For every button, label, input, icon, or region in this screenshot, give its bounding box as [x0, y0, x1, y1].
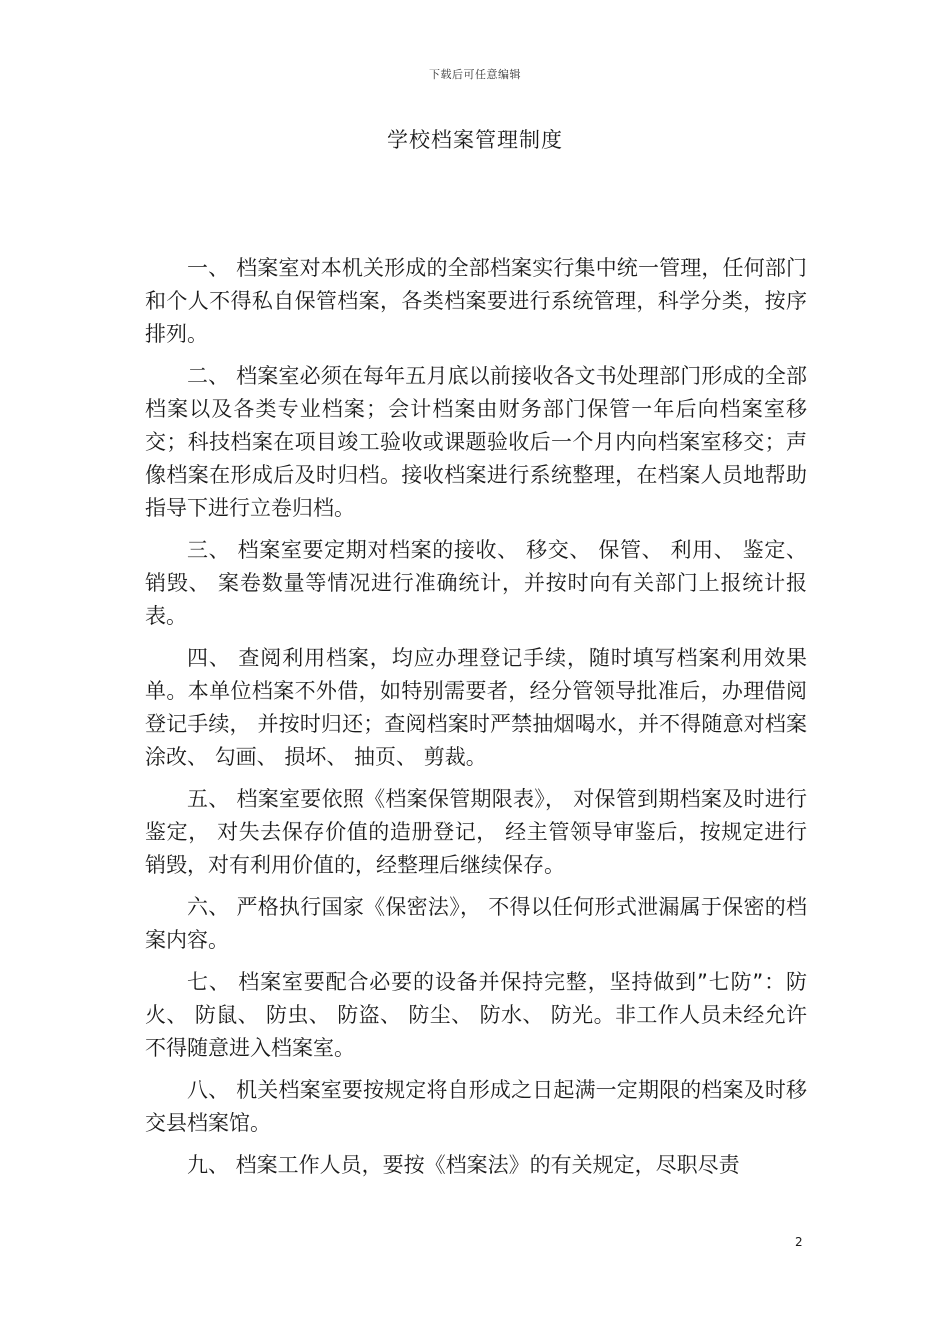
paragraph-1: 一、 档案室对本机关形成的全部档案实行集中统一管理，任何部门和个人不得私自保管档案，各类档案要进行系统管理，科学分类，按序排列。 [145, 256, 807, 346]
paragraph-9: 九、 档案工作人员，要按《档案法》的有关规定，尽职尽责 [187, 1153, 740, 1177]
header-note: 下载后可任意编辑 [429, 68, 521, 81]
paragraph-8: 八、 机关档案室要按规定将自形成之日起满一定期限的档案及时移交县档案馆。 [145, 1078, 807, 1135]
document-body [145, 252, 807, 1191]
document-title: 学校档案管理制度 [387, 128, 563, 152]
paragraph-7: 七、 档案室要配合必要的设备并保持完整，坚持做到”七防”：防火、 防鼠、 防虫、 防盗、 防尘、 防水、 防光。非工作人员未经允许不得随意进入档案室。 [145, 970, 807, 1060]
page-number: 2 [795, 1235, 803, 1249]
paragraph-3: 三、 档案室要定期对档案的接收、 移交、 保管、 利用、 鉴定、 销毁、 案卷数量等情况进行准确统计，并按时向有关部门上报统计报表。 [145, 538, 807, 628]
paragraph-2: 二、 档案室必须在每年五月底以前接收各文书处理部门形成的全部档案以及各类专业档案；会计档案由财务部门保管一年后向档案室移交；科技档案在项目竣工验收或课题验收后一个月内向档案室移交；声像档案在形成后及时归档。接收档案进行系统整理，在档案人员地帮助指导下进行立卷归档。 [145, 364, 807, 520]
paragraph-6: 六、 严格执行国家《保密法》， 不得以任何形式泄漏属于保密的档案内容。 [145, 895, 807, 952]
paragraph-4: 四、 查阅利用档案，均应办理登记手续，随时填写档案利用效果单。本单位档案不外借，如特别需要者，经分管领导批准后，办理借阅登记手续， 并按时归还；查阅档案时严禁抽烟喝水，并不得随意对档案涂改、 勾画、 损坏、 抽页、 剪裁。 [145, 646, 807, 769]
paragraph-5: 五、 档案室要依照《档案保管期限表》， 对保管到期档案及时进行鉴定， 对失去保存价值的造册登记， 经主管领导审鉴后，按规定进行销毁，对有利用价值的，经整理后继续保存。 [145, 787, 807, 877]
